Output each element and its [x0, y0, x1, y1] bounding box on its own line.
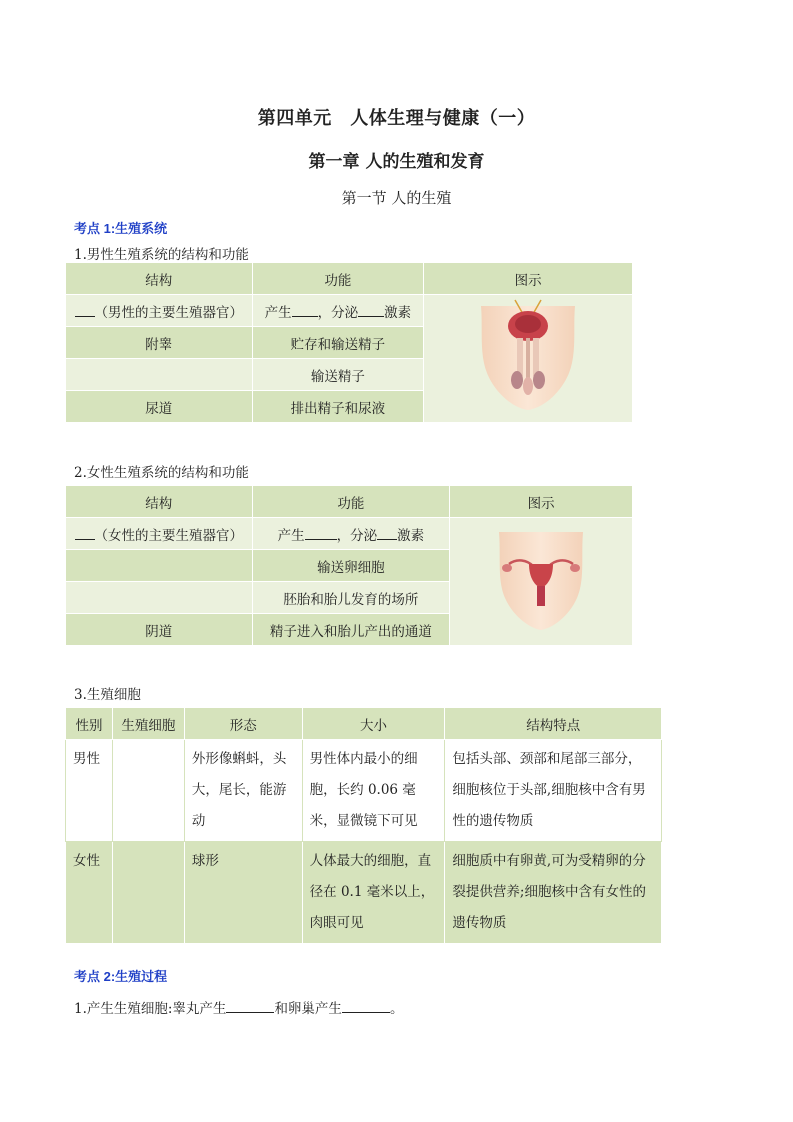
male-system-heading: 1.男性生殖系统的结构和功能 — [74, 247, 249, 263]
function-cell: 胚胎和胎儿发育的场所 — [252, 582, 450, 614]
function-cell — [252, 295, 424, 327]
process-text: 1.产生生殖细胞:睾丸产生 — [74, 1001, 227, 1017]
header-function: 功能 — [252, 263, 424, 295]
male-system-table — [65, 262, 633, 423]
sex-cell: 男性 — [66, 740, 113, 842]
germ-cells-heading: 3.生殖细胞 — [74, 687, 141, 703]
function-cell: 排出精子和尿液 — [252, 391, 424, 423]
function-cell: 输送精子 — [252, 359, 424, 391]
keypoint-1-heading: 考点 1:生殖系统 — [74, 221, 168, 236]
keypoint-2-heading: 考点 2:生殖过程 — [74, 969, 168, 984]
header-size: 大小 — [302, 708, 445, 740]
process-line-1 — [74, 997, 403, 1017]
section-title: 第一节 人的生殖 — [341, 189, 452, 207]
structure-label: （女性的主要生殖器官） — [94, 527, 244, 544]
header-features: 结构特点 — [445, 708, 662, 740]
shape-cell: 球形 — [184, 842, 302, 944]
structure-cell: 阴道 — [66, 614, 253, 646]
function-cell: 输送卵细胞 — [252, 550, 450, 582]
header-sex: 性别 — [66, 708, 113, 740]
chapter-title: 第一章 人的生殖和发育 — [308, 152, 485, 172]
table-row — [66, 740, 662, 842]
female-illustration-cell — [450, 518, 633, 646]
size-cell: 男性体内最小的细胞，长约 0.06 毫米，显微镜下可见 — [302, 740, 445, 842]
sex-cell: 女性 — [66, 842, 113, 944]
header-germ-cell: 生殖细胞 — [112, 708, 184, 740]
table-header-row — [66, 486, 633, 518]
female-system-heading: 2.女性生殖系统的结构和功能 — [74, 465, 249, 481]
female-reproductive-system-illustration — [493, 528, 589, 632]
table-header-row — [66, 708, 662, 740]
germ-cell-cell — [112, 842, 184, 944]
table-header-row — [66, 263, 633, 295]
answer-blank — [292, 304, 318, 317]
structure-cell — [66, 359, 253, 391]
structure-cell — [66, 295, 253, 327]
header-structure: 结构 — [66, 263, 253, 295]
answer-blank — [226, 1000, 274, 1013]
female-system-table — [65, 485, 633, 646]
header-function: 功能 — [252, 486, 450, 518]
table-row — [66, 295, 633, 327]
structure-cell — [66, 550, 253, 582]
func-text: ，分泌 — [336, 527, 378, 544]
answer-blank — [305, 527, 337, 540]
shape-cell: 外形像蝌蚪，头大，尾长，能游动 — [184, 740, 302, 842]
answer-blank — [75, 527, 95, 540]
male-reproductive-system-illustration — [473, 298, 583, 416]
answer-blank — [358, 304, 384, 317]
feature-cell: 细胞质中有卵黄,可为受精卵的分裂提供营养;细胞核中含有女性的遗传物质 — [445, 842, 662, 944]
process-text: 。 — [389, 1001, 404, 1017]
feature-cell: 包括头部、颈部和尾部三部分，细胞核位于头部,细胞核中含有男性的遗传物质 — [445, 740, 662, 842]
header-illustration: 图示 — [424, 263, 633, 295]
unit-title: 第四单元 人体生理与健康（一） — [257, 108, 536, 129]
answer-blank — [75, 304, 95, 317]
table-row — [66, 842, 662, 944]
process-text: 和卵巢产生 — [274, 1001, 342, 1017]
function-cell: 贮存和输送精子 — [252, 327, 424, 359]
structure-cell — [66, 582, 253, 614]
function-cell — [252, 518, 450, 550]
structure-cell: 尿道 — [66, 391, 253, 423]
answer-blank — [342, 1000, 390, 1013]
header-illustration: 图示 — [450, 486, 633, 518]
male-illustration-cell — [424, 295, 633, 423]
size-cell: 人体最大的细胞，直径在 0.1 毫米以上，肉眼可见 — [302, 842, 445, 944]
header-shape: 形态 — [184, 708, 302, 740]
func-text: 产生 — [277, 527, 305, 544]
structure-cell — [66, 518, 253, 550]
func-text: 激素 — [397, 527, 425, 544]
table-row — [66, 518, 633, 550]
structure-label: （男性的主要生殖器官） — [94, 304, 244, 321]
answer-blank — [377, 527, 397, 540]
germ-cell-cell — [112, 740, 184, 842]
func-text: 激素 — [384, 304, 412, 321]
function-cell: 精子进入和胎儿产出的通道 — [252, 614, 450, 646]
header-structure: 结构 — [66, 486, 253, 518]
structure-cell: 附睾 — [66, 327, 253, 359]
germ-cells-table — [65, 707, 662, 944]
func-text: 产生 — [264, 304, 292, 321]
func-text: ，分泌 — [317, 304, 359, 321]
